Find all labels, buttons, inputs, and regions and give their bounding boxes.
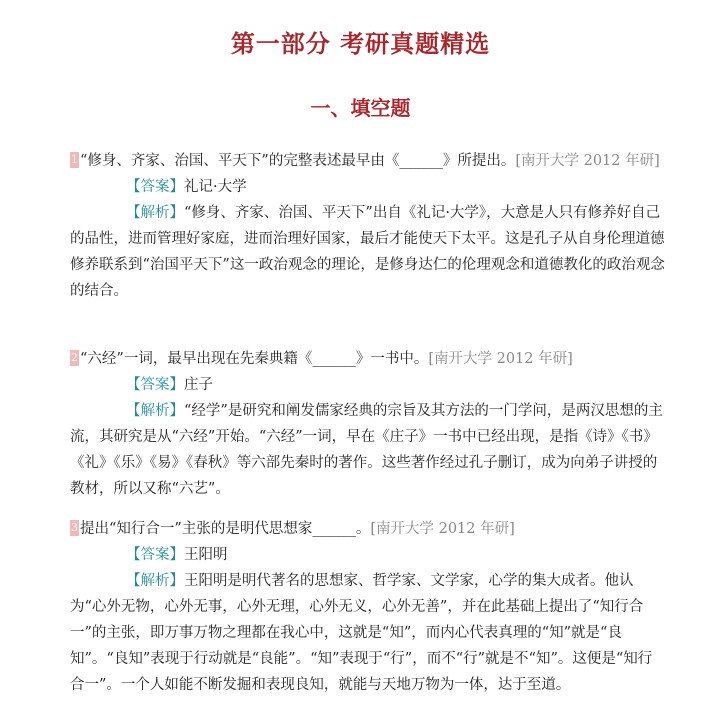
analysis-label: 【解析】 (126, 573, 184, 589)
question-3 (70, 516, 665, 698)
answer-text: 礼记·大学 (184, 179, 247, 195)
section-title: 一、填空题 (310, 96, 411, 120)
question-number: 3 (71, 521, 78, 534)
analysis-paragraph (70, 200, 665, 304)
analysis-paragraph (70, 568, 665, 698)
question-source: [南开大学 2012 年研] (515, 153, 660, 169)
question-stem: “六经”一词，最早出现在先秦典籍《______》一书中。 (80, 351, 429, 367)
analysis-text: “经学”是研究和阐发儒家经典的宗旨及其方法的一门学问，是两汉思想的主流，其研究是从“六经”开始。“六经”一词，早在《庄子》一书中已经出现，是指《诗》《书》《礼》《乐》《易》《春秋》等六部先秦时的著作。这些著作经过孔子删订，成为向弟子讲授的教材，所以又称“六艺”。 (70, 403, 663, 497)
question-number: 1 (71, 153, 78, 166)
answer-label: 【答案】 (126, 547, 184, 563)
answer-line (70, 542, 665, 568)
analysis-text: “修身、齐家、治国、平天下”出自《礼记·大学》，大意是人只有修养好自己的品性，进而管理好家庭，进而治理好国家，最后才能使天下太平。这是孔子从自身伦理道德修养联系到“治国平天下”这一政治观念的理论，是修身达仁的伦理观念和道德教化的政治观念的结合。 (70, 205, 665, 299)
question-source: [南开大学 2012 年研] (370, 521, 515, 537)
part-title: 第一部分 考研真题精选 (230, 29, 491, 58)
question-stem: “修身、齐家、治国、平天下”的完整表述最早由《______》所提出。 (80, 153, 516, 169)
answer-line (70, 174, 665, 200)
answer-label: 【答案】 (126, 179, 184, 195)
answer-text: 王阳明 (184, 547, 228, 563)
analysis-label: 【解析】 (126, 205, 184, 221)
answer-text: 庄子 (184, 377, 213, 393)
analysis-paragraph (70, 398, 665, 502)
question-stem: 提出“知行合一”主张的是明代思想家______。 (80, 521, 371, 537)
question-1 (70, 148, 665, 304)
question-number: 2 (71, 351, 78, 364)
question-source: [南开大学 2012 年研] (428, 351, 573, 367)
analysis-text: 王阳明是明代著名的思想家、哲学家、文学家，心学的集大成者。他认为“心外无物，心外无事，心外无理，心外无义，心外无善”，并在此基础上提出了“知行合一”的主张，即万事万物之理都在我心中，这就是“知”，而内心代表真理的“知”就是“良知”。“良知”表现于行动就是“良能”。“知”表现于“行”，而不“行”就是不“知”。这便是“知行合一”。一个人如能不断发掘和表现良知，就能与天地万物为一体，达于至道。 (70, 573, 653, 693)
question-text (70, 516, 665, 542)
analysis-label: 【解析】 (126, 403, 184, 419)
answer-label: 【答案】 (126, 377, 184, 393)
question-text (70, 148, 665, 174)
question-2 (70, 346, 665, 502)
question-text (70, 346, 665, 372)
answer-line (70, 372, 665, 398)
